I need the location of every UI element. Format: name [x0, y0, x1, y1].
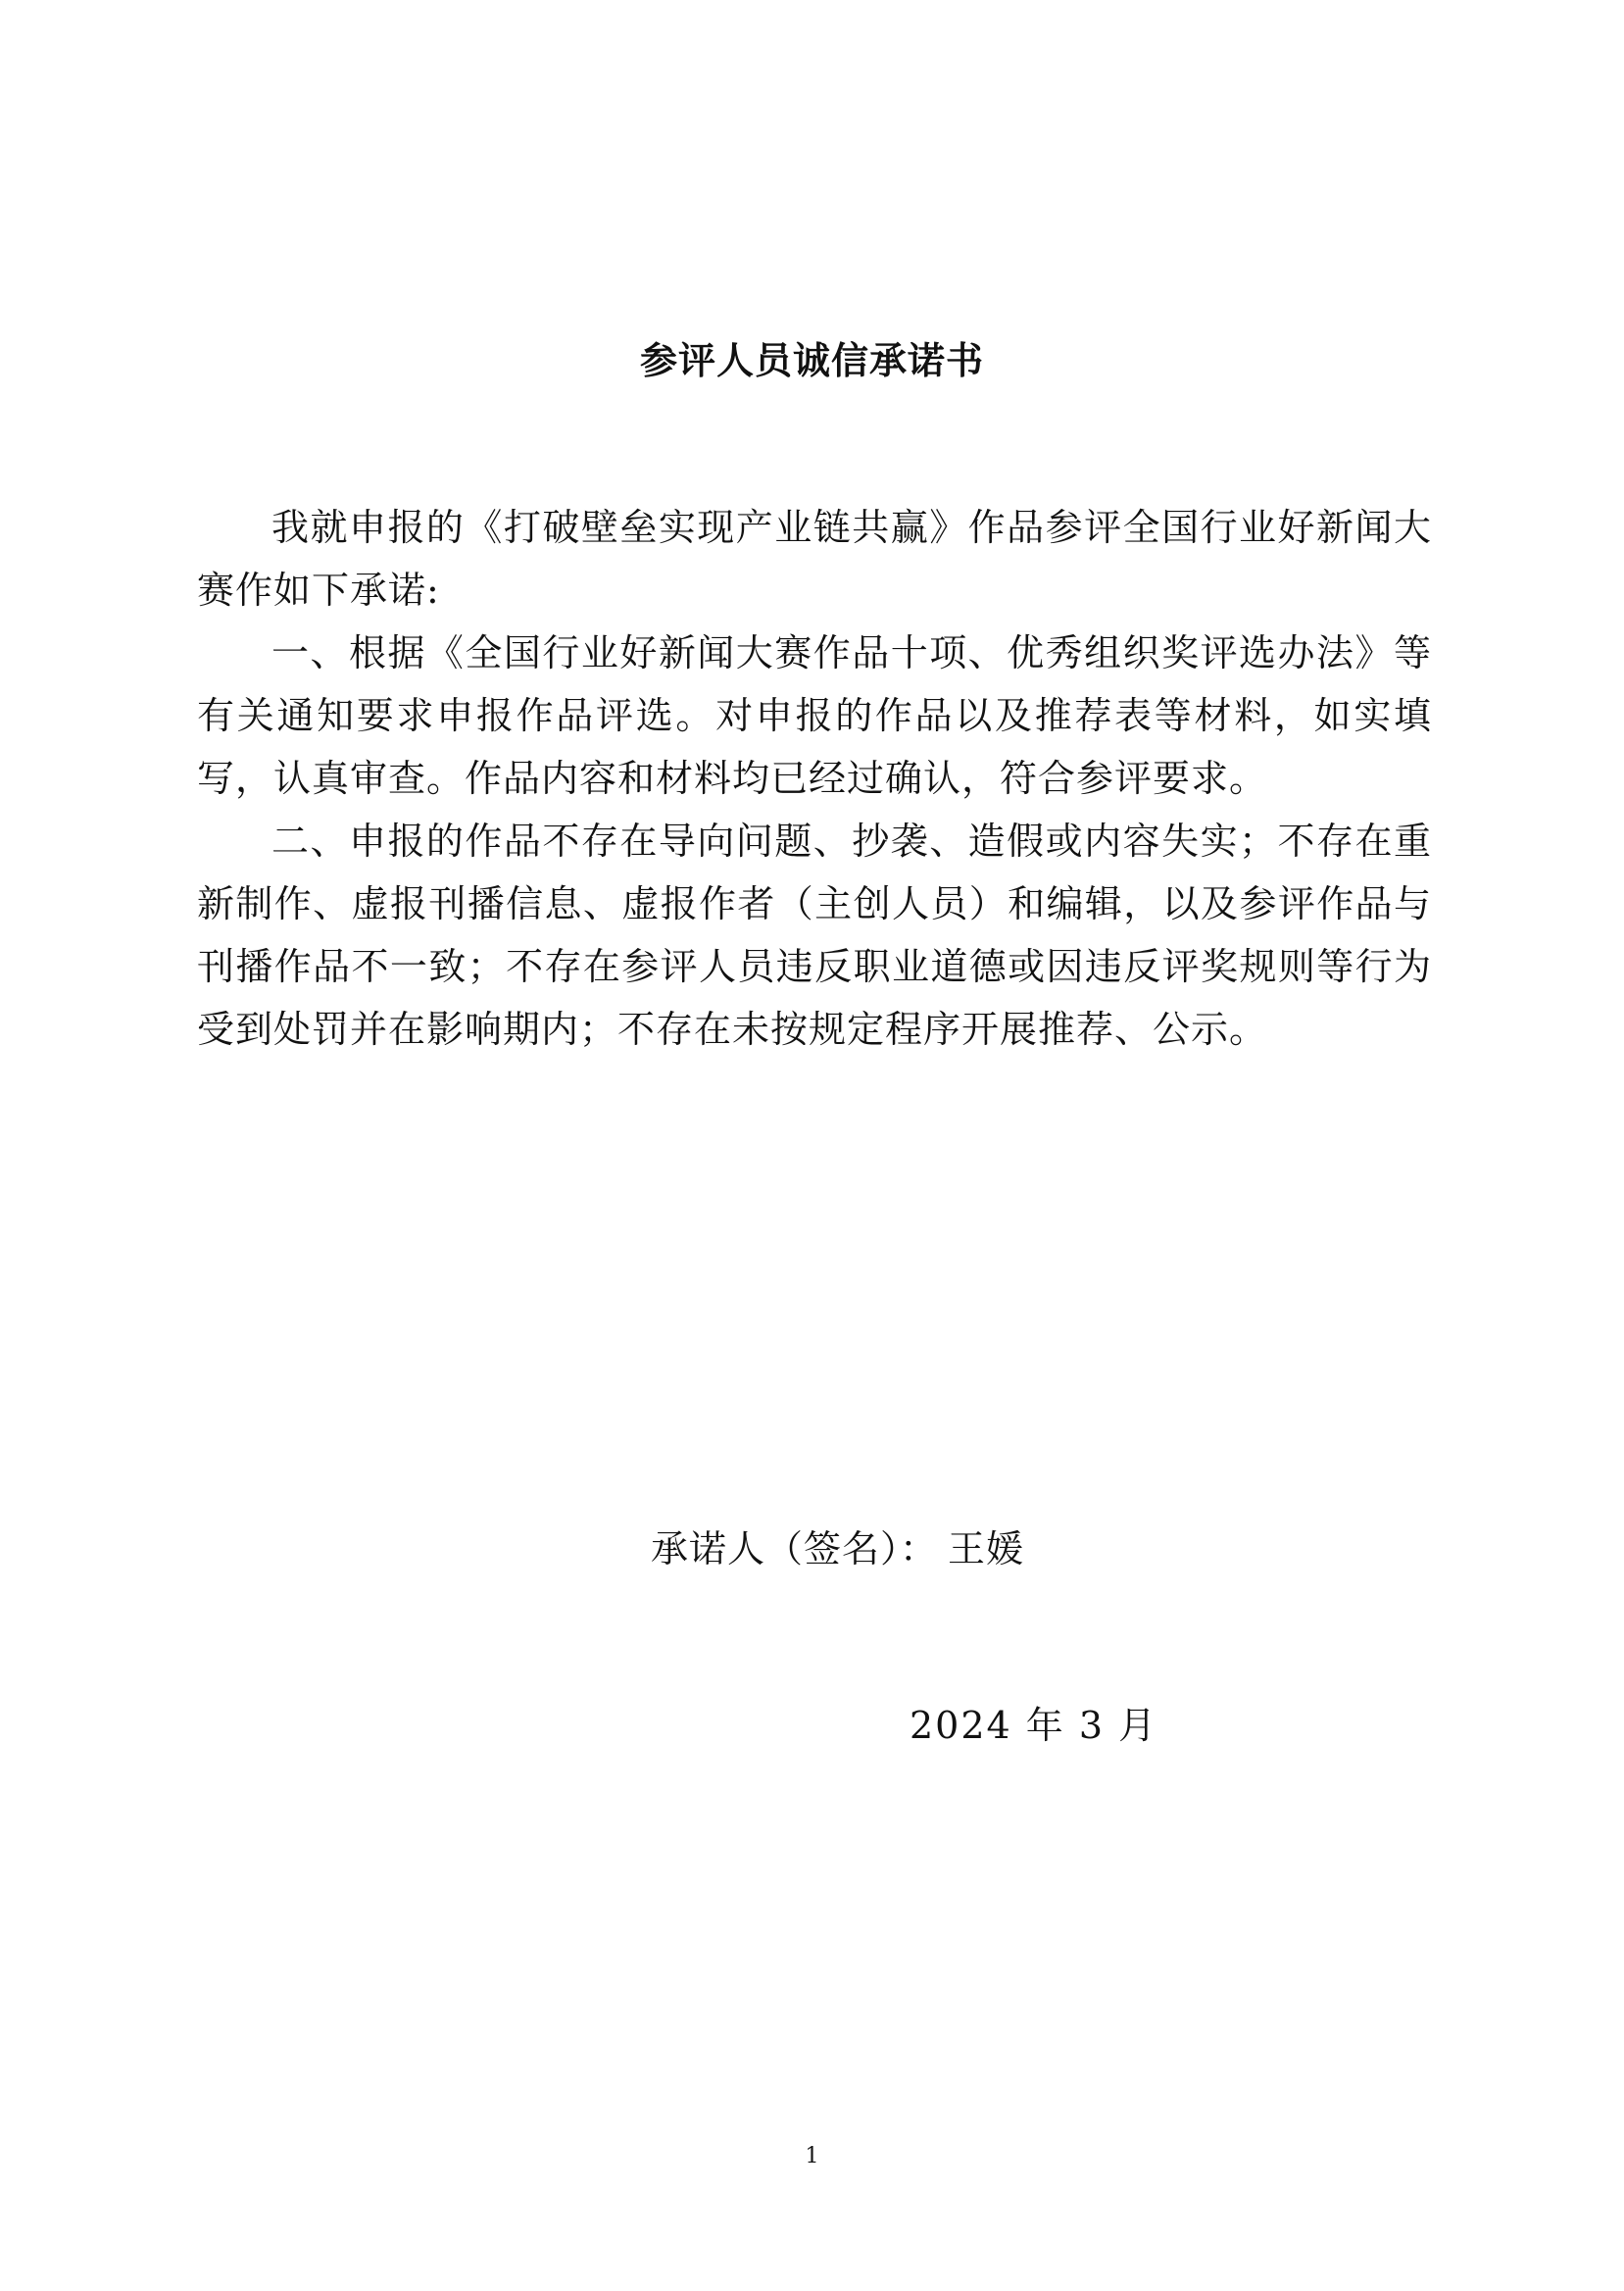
paragraph-commitment-two: 二、申报的作品不存在导向问题、抄袭、造假或内容失实；不存在重新制作、虚报刊播信息、虚报作者（主创人员）和编辑，以及参评作品与刊播作品不一致；不存在参评人员违反职业道德或因违反评奖规则等行为受到处罚并在影响期内；不存在未按规定程序开展推荐、公示。	[197, 820, 1432, 1051]
document-date: 2024 年 3 月	[910, 1704, 1158, 1747]
page-number: 1	[805, 2144, 819, 2168]
paragraph-intro: 我就申报的《打破壁垒实现产业链共赢》作品参评全国行业好新闻大赛作如下承诺:	[197, 506, 1432, 612]
document-body	[197, 496, 1432, 1061]
signature-line	[651, 1518, 1024, 1580]
document-title: 参评人员诚信承诺书	[639, 338, 984, 382]
paragraph-commitment-one: 一、根据《全国行业好新闻大赛作品十项、优秀组织奖评选办法》等有关通知要求申报作品评选。对申报的作品以及推荐表等材料，如实填写，认真审查。作品内容和材料均已经过确认，符合参评要求。	[197, 631, 1432, 800]
signature-name: 王媛	[948, 1527, 1025, 1570]
signature-label: 承诺人（签名）：	[651, 1527, 939, 1570]
